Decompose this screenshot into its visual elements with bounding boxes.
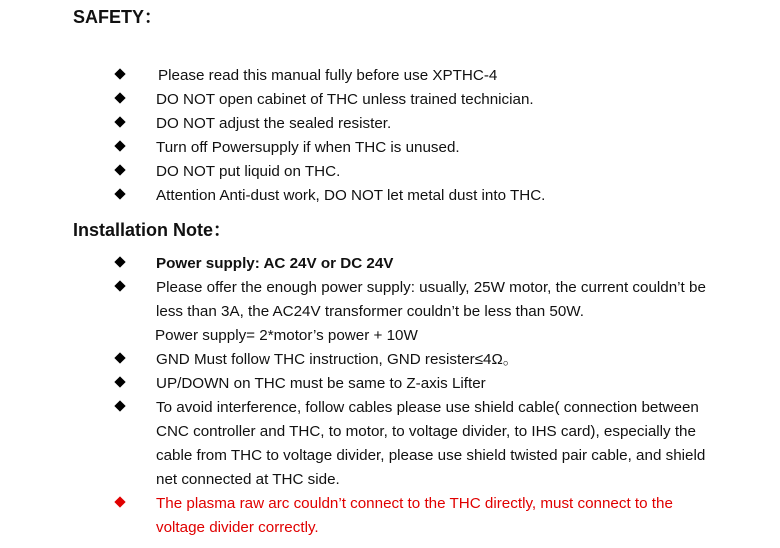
power-supply-note: Power supply: AC 24V or DC 24V: [156, 255, 394, 272]
interference-line: To avoid interference, follow cables please use shield cable( connection between: [156, 399, 699, 416]
interference-line: cable from THC to voltage divider, please use shield twisted pair cable, and shield: [156, 447, 706, 464]
warning-line: voltage divider correctly.: [156, 519, 319, 536]
safety-item: DO NOT open cabinet of THC unless trained technician.: [156, 91, 534, 108]
diamond-bullet-icon: [114, 136, 127, 160]
safety-item: Attention Anti-dust work, DO NOT let metal dust into THC.: [156, 187, 546, 204]
diamond-bullet-icon: [114, 88, 127, 112]
interference-line: net connected at THC side.: [156, 471, 340, 488]
diamond-bullet-icon: [114, 160, 127, 184]
gnd-note: GND Must follow THC instruction, GND resister≤4Ω。: [156, 351, 519, 368]
diamond-bullet-icon: [114, 112, 127, 136]
enough-power-line: less than 3A, the AC24V transformer couldn’t be less than 50W.: [156, 303, 585, 320]
warning-line: The plasma raw arc couldn’t connect to the THC directly, must connect to the: [156, 495, 673, 512]
safety-heading: SAFETY：: [73, 7, 163, 27]
safety-item: Please read this manual fully before use XPTHC-4: [158, 67, 498, 84]
interference-line: CNC controller and THC, to motor, to voltage divider, to IHS card), especially the: [156, 423, 696, 440]
diamond-bullet-icon: [114, 372, 127, 396]
diamond-bullet-icon: [114, 252, 127, 276]
power-formula: Power supply= 2*motor’s power + 10W: [155, 327, 418, 344]
diamond-bullet-icon: [114, 276, 127, 300]
updown-note: UP/DOWN on THC must be same to Z-axis Lifter: [156, 375, 486, 392]
safety-item: DO NOT put liquid on THC.: [156, 163, 341, 180]
diamond-bullet-icon: [114, 396, 127, 420]
diamond-bullet-icon: [114, 184, 127, 208]
installation-heading: Installation Note：: [73, 220, 232, 240]
diamond-bullet-icon: [114, 64, 127, 88]
safety-item: DO NOT adjust the sealed resister.: [156, 115, 392, 132]
red-diamond-bullet-icon: [114, 492, 127, 516]
enough-power-line: Please offer the enough power supply: usually, 25W motor, the current couldn’t be: [156, 279, 706, 296]
diamond-bullet-icon: [114, 348, 127, 372]
safety-item: Turn off Powersupply if when THC is unused.: [156, 139, 460, 156]
